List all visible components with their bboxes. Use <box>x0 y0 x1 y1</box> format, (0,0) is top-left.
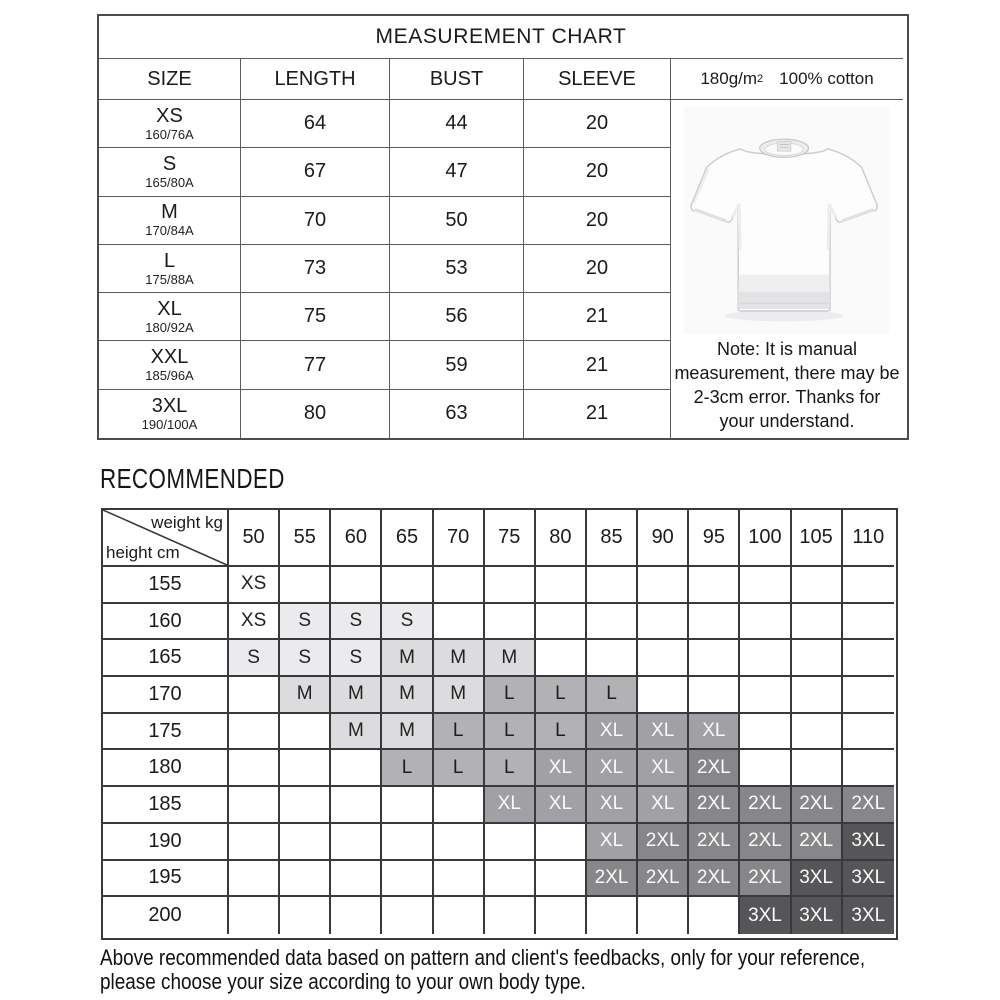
weight-header-cell: 100 <box>740 510 791 567</box>
grid-size-cell: M <box>434 640 485 677</box>
size-spec-label: 180/92A <box>145 320 194 336</box>
weight-header-cell: 105 <box>792 510 843 567</box>
size-cell <box>99 148 241 196</box>
grid-corner-cell <box>103 510 229 567</box>
size-label: XS <box>156 104 183 127</box>
size-cell <box>99 197 241 245</box>
grid-empty-cell <box>434 567 485 604</box>
grid-size-cell: 3XL <box>843 861 894 898</box>
size-label: XXL <box>150 346 189 369</box>
bust-value-cell: 47 <box>390 148 524 196</box>
grid-empty-cell <box>280 567 331 604</box>
bust-value-cell: 59 <box>390 341 524 389</box>
height-header-cell: 200 <box>103 897 229 934</box>
height-header-cell: 160 <box>103 604 229 641</box>
fabric-weight-label: 180g/m <box>700 69 758 89</box>
grid-size-cell: XL <box>485 787 536 824</box>
grid-empty-cell <box>280 714 331 751</box>
grid-empty-cell <box>229 750 280 787</box>
grid-size-cell: 3XL <box>740 897 791 934</box>
weight-header-cell: 80 <box>536 510 587 567</box>
size-cell <box>99 100 241 148</box>
grid-size-cell: 2XL <box>689 824 740 861</box>
grid-size-cell: XL <box>536 787 587 824</box>
weight-header-cell: 90 <box>638 510 689 567</box>
collar-tag <box>777 142 790 152</box>
grid-size-cell: 2XL <box>689 787 740 824</box>
footer-disclaimer <box>100 946 865 994</box>
grid-size-cell: XL <box>587 750 638 787</box>
grid-empty-cell <box>638 897 689 934</box>
product-photo-and-note-panel <box>671 100 903 438</box>
fabric-spec-header: 180g/m 2 100% cotton <box>671 59 903 100</box>
grid-size-cell: L <box>485 750 536 787</box>
grid-empty-cell <box>280 861 331 898</box>
fabric-material-label: 100% cotton <box>779 69 874 89</box>
height-header-cell: 185 <box>103 787 229 824</box>
grid-empty-cell <box>536 897 587 934</box>
sleeve-value-cell: 21 <box>524 390 671 438</box>
weight-header-cell: 85 <box>587 510 638 567</box>
grid-empty-cell <box>843 750 894 787</box>
white-tshirt-photo <box>676 104 898 338</box>
grid-size-cell: XS <box>229 604 280 641</box>
height-axis-label: height cm <box>106 543 180 562</box>
grid-size-cell: XL <box>638 787 689 824</box>
grid-empty-cell <box>792 677 843 714</box>
grid-empty-cell <box>485 604 536 641</box>
grid-empty-cell <box>689 604 740 641</box>
bust-value-cell: 56 <box>390 293 524 341</box>
weight-header-cell: 55 <box>280 510 331 567</box>
grid-size-cell: XL <box>587 714 638 751</box>
grid-size-cell: S <box>331 640 382 677</box>
size-cell <box>99 390 241 438</box>
grid-empty-cell <box>638 677 689 714</box>
grid-empty-cell <box>331 861 382 898</box>
grid-empty-cell <box>843 567 894 604</box>
grid-size-cell: L <box>536 677 587 714</box>
grid-empty-cell <box>638 640 689 677</box>
grid-empty-cell <box>485 897 536 934</box>
grid-empty-cell <box>536 604 587 641</box>
weight-header-cell: 70 <box>434 510 485 567</box>
grid-empty-cell <box>740 750 791 787</box>
grid-empty-cell <box>229 824 280 861</box>
grid-empty-cell <box>485 824 536 861</box>
grid-empty-cell <box>536 640 587 677</box>
grid-empty-cell <box>638 604 689 641</box>
size-label: XL <box>157 298 182 321</box>
sleeve-value-cell: 20 <box>524 245 671 293</box>
grid-empty-cell <box>229 861 280 898</box>
grid-size-cell: L <box>536 714 587 751</box>
grid-size-cell: 3XL <box>792 861 843 898</box>
size-cell <box>99 341 241 389</box>
grid-empty-cell <box>382 787 433 824</box>
grid-size-cell: L <box>434 750 485 787</box>
size-label: M <box>161 201 178 224</box>
grid-empty-cell <box>280 787 331 824</box>
grid-size-cell: S <box>280 604 331 641</box>
grid-empty-cell <box>434 787 485 824</box>
weight-header-cell: 60 <box>331 510 382 567</box>
grid-empty-cell <box>587 567 638 604</box>
grid-size-cell: 2XL <box>792 824 843 861</box>
grid-empty-cell <box>229 897 280 934</box>
size-label: S <box>162 153 177 176</box>
size-spec-label: 160/76A <box>145 126 194 142</box>
footer-line-2: please choose your size according to your own body type. <box>100 969 586 994</box>
grid-empty-cell <box>229 677 280 714</box>
grid-empty-cell <box>382 861 433 898</box>
grid-empty-cell <box>485 567 536 604</box>
grid-size-cell: L <box>485 714 536 751</box>
height-header-cell: 170 <box>103 677 229 714</box>
grid-empty-cell <box>229 714 280 751</box>
column-header-size: SIZE <box>99 59 241 100</box>
grid-size-cell: 2XL <box>792 787 843 824</box>
grid-size-cell: 2XL <box>740 787 791 824</box>
length-value-cell: 75 <box>241 293 390 341</box>
grid-size-cell: S <box>382 604 433 641</box>
length-value-cell: 67 <box>241 148 390 196</box>
size-cell <box>99 293 241 341</box>
grid-empty-cell <box>280 897 331 934</box>
grid-size-cell: L <box>485 677 536 714</box>
grid-empty-cell <box>740 567 791 604</box>
column-header-length: LENGTH <box>241 59 390 100</box>
grid-empty-cell <box>587 604 638 641</box>
grid-empty-cell <box>434 824 485 861</box>
grid-size-cell: M <box>331 677 382 714</box>
grid-size-cell: 2XL <box>740 824 791 861</box>
grid-empty-cell <box>843 677 894 714</box>
grid-empty-cell <box>382 567 433 604</box>
grid-size-cell: M <box>382 640 433 677</box>
grid-empty-cell <box>331 824 382 861</box>
grid-size-cell: S <box>331 604 382 641</box>
size-label: 3XL <box>151 395 188 418</box>
weight-header-cell: 65 <box>382 510 433 567</box>
sleeve-value-cell: 21 <box>524 293 671 341</box>
grid-size-cell: XL <box>587 824 638 861</box>
grid-empty-cell <box>331 897 382 934</box>
grid-size-cell: XL <box>689 714 740 751</box>
column-header-bust: BUST <box>390 59 524 100</box>
grid-empty-cell <box>434 897 485 934</box>
grid-empty-cell <box>536 567 587 604</box>
bust-value-cell: 50 <box>390 197 524 245</box>
measurement-chart-title: MEASUREMENT CHART <box>99 16 903 59</box>
grid-empty-cell <box>689 567 740 604</box>
grid-empty-cell <box>331 787 382 824</box>
grid-size-cell: M <box>485 640 536 677</box>
height-header-cell: 165 <box>103 640 229 677</box>
length-value-cell: 70 <box>241 197 390 245</box>
grid-empty-cell <box>331 567 382 604</box>
grid-empty-cell <box>792 640 843 677</box>
grid-empty-cell <box>843 604 894 641</box>
size-spec-label: 170/84A <box>145 223 194 239</box>
grid-empty-cell <box>280 824 331 861</box>
grid-size-cell: L <box>587 677 638 714</box>
grid-size-cell: 2XL <box>689 861 740 898</box>
length-value-cell: 77 <box>241 341 390 389</box>
measurement-note: Note: It is manual measurement, there may be 2-3cm error. Thanks for your understand. <box>674 339 900 431</box>
grid-size-cell: 3XL <box>843 824 894 861</box>
sleeve-value-cell: 20 <box>524 197 671 245</box>
grid-empty-cell <box>792 567 843 604</box>
grid-size-cell: S <box>280 640 331 677</box>
column-header-sleeve: SLEEVE <box>524 59 671 100</box>
grid-empty-cell <box>740 604 791 641</box>
grid-size-cell: 2XL <box>638 824 689 861</box>
weight-header-cell: 110 <box>843 510 894 567</box>
footer-line-1: Above recommended data based on pattern and client's feedbacks, only for your reference, <box>100 945 866 970</box>
bust-value-cell: 63 <box>390 390 524 438</box>
length-value-cell: 73 <box>241 245 390 293</box>
height-header-cell: 175 <box>103 714 229 751</box>
grid-size-cell: XL <box>587 787 638 824</box>
size-spec-label: 190/100A <box>141 417 198 433</box>
size-spec-label: 175/88A <box>145 271 194 287</box>
grid-size-cell: 3XL <box>792 897 843 934</box>
grid-empty-cell <box>843 640 894 677</box>
grid-size-cell: M <box>331 714 382 751</box>
grid-empty-cell <box>536 824 587 861</box>
height-header-cell: 190 <box>103 824 229 861</box>
grid-size-cell: XL <box>638 750 689 787</box>
weight-header-cell: 75 <box>485 510 536 567</box>
grid-empty-cell <box>792 714 843 751</box>
grid-empty-cell <box>587 897 638 934</box>
grid-empty-cell <box>587 640 638 677</box>
grid-size-cell: L <box>382 750 433 787</box>
grid-size-cell: 2XL <box>740 861 791 898</box>
grid-size-cell: 2XL <box>638 861 689 898</box>
grid-empty-cell <box>331 750 382 787</box>
length-value-cell: 80 <box>241 390 390 438</box>
grid-size-cell: M <box>382 677 433 714</box>
grid-empty-cell <box>740 677 791 714</box>
bust-value-cell: 53 <box>390 245 524 293</box>
size-spec-label: 185/96A <box>145 368 194 384</box>
recommended-heading: RECOMMENDED <box>100 463 285 494</box>
grid-empty-cell <box>843 714 894 751</box>
grid-empty-cell <box>485 861 536 898</box>
size-label: L <box>163 249 176 272</box>
bust-value-cell: 44 <box>390 100 524 148</box>
grid-empty-cell <box>638 567 689 604</box>
grid-size-cell: S <box>229 640 280 677</box>
grid-empty-cell <box>792 750 843 787</box>
sleeve-value-cell: 20 <box>524 148 671 196</box>
size-spec-label: 165/80A <box>145 175 194 191</box>
grid-empty-cell <box>536 861 587 898</box>
grid-size-cell: M <box>382 714 433 751</box>
grid-empty-cell <box>689 897 740 934</box>
grid-size-cell: 3XL <box>843 897 894 934</box>
grid-size-cell: XS <box>229 567 280 604</box>
size-cell <box>99 245 241 293</box>
grid-empty-cell <box>382 824 433 861</box>
grid-empty-cell <box>740 640 791 677</box>
grid-empty-cell <box>434 604 485 641</box>
grid-empty-cell <box>689 677 740 714</box>
grid-size-cell: 2XL <box>843 787 894 824</box>
grid-size-cell: M <box>280 677 331 714</box>
height-header-cell: 180 <box>103 750 229 787</box>
length-value-cell: 64 <box>241 100 390 148</box>
grid-empty-cell <box>382 897 433 934</box>
grid-size-cell: 2XL <box>689 750 740 787</box>
weight-axis-label: weight kg <box>151 513 223 532</box>
grid-empty-cell <box>740 714 791 751</box>
sleeve-value-cell: 21 <box>524 341 671 389</box>
weight-header-cell: 50 <box>229 510 280 567</box>
grid-size-cell: XL <box>638 714 689 751</box>
grid-empty-cell <box>689 640 740 677</box>
grid-empty-cell <box>229 787 280 824</box>
grid-empty-cell <box>792 604 843 641</box>
recommended-size-grid <box>101 508 898 940</box>
grid-size-cell: 2XL <box>587 861 638 898</box>
height-header-cell: 195 <box>103 861 229 898</box>
measurement-chart-table <box>97 14 909 440</box>
grid-size-cell: XL <box>536 750 587 787</box>
height-header-cell: 155 <box>103 567 229 604</box>
grid-size-cell: M <box>434 677 485 714</box>
grid-empty-cell <box>434 861 485 898</box>
grid-size-cell: L <box>434 714 485 751</box>
weight-header-cell: 95 <box>689 510 740 567</box>
grid-empty-cell <box>280 750 331 787</box>
sleeve-value-cell: 20 <box>524 100 671 148</box>
